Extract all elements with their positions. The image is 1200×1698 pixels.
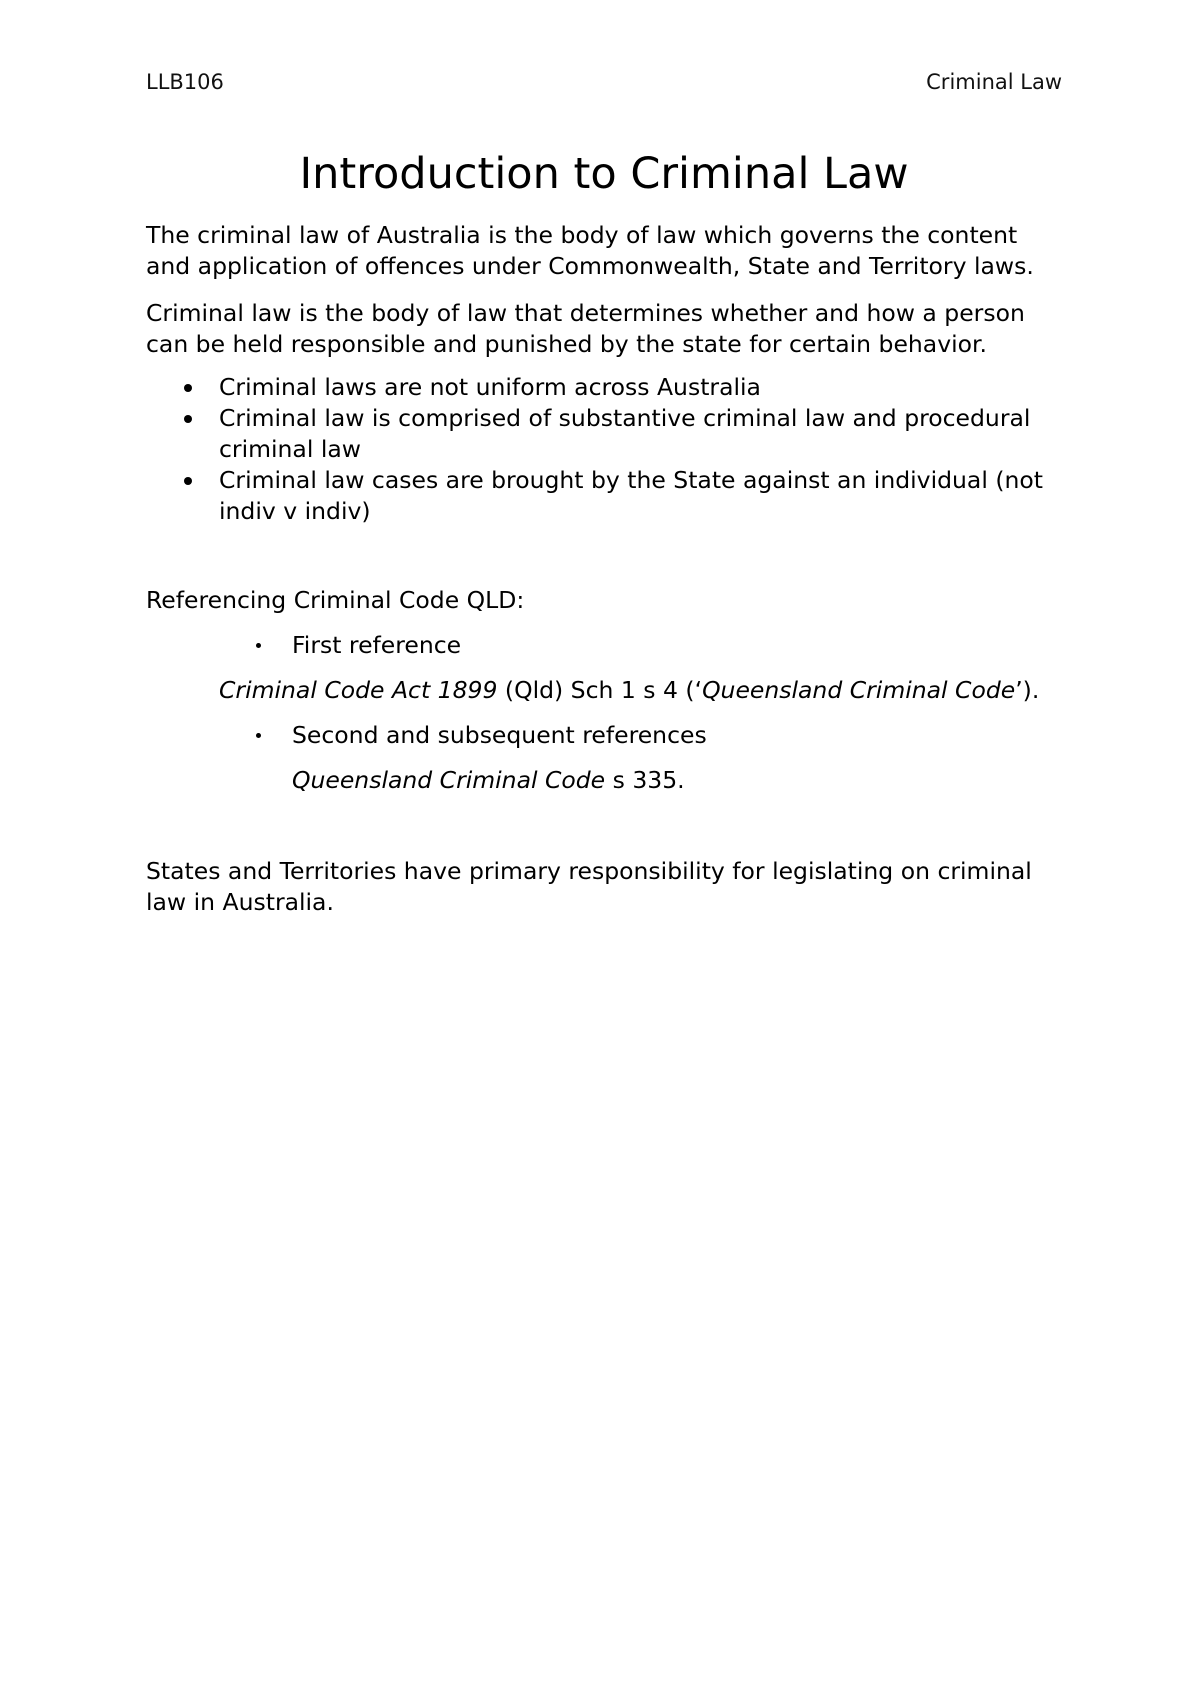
act-title: Criminal Code Act 1899 bbox=[219, 676, 498, 704]
key-points-list bbox=[146, 372, 1066, 527]
citation-end: s 335. bbox=[605, 766, 685, 794]
header-subject: Criminal Law bbox=[926, 70, 1062, 94]
citation-end: ’). bbox=[1015, 676, 1040, 704]
list-item bbox=[146, 465, 1066, 527]
page-title: Introduction to Criminal Law bbox=[299, 149, 909, 199]
second-reference-item bbox=[146, 720, 1066, 751]
list-item bbox=[146, 403, 1066, 465]
short-title: Queensland Criminal Code bbox=[292, 766, 606, 794]
definition-paragraph: Criminal law is the body of law that determines whether and how a person can be held responsible and punished by the state for certain behavior. bbox=[146, 299, 1025, 358]
first-reference-label: First reference bbox=[292, 631, 462, 659]
header-course-code: LLB106 bbox=[146, 70, 224, 94]
bullet-icon bbox=[184, 477, 192, 485]
referencing-heading: Referencing Criminal Code QLD: bbox=[146, 586, 525, 614]
short-title: Queensland Criminal Code bbox=[702, 676, 1016, 704]
citation-middle: (Qld) Sch 1 s 4 (‘ bbox=[497, 676, 703, 704]
closing-paragraph: States and Territories have primary responsibility for legislating on criminal law in Australia. bbox=[146, 857, 1032, 916]
second-reference-label: Second and subsequent references bbox=[292, 721, 707, 749]
bullet-icon bbox=[184, 384, 192, 392]
list-item-text: Criminal laws are not uniform across Australia bbox=[219, 373, 761, 401]
document-body bbox=[146, 220, 1066, 918]
first-reference-item bbox=[146, 630, 1066, 661]
intro-paragraph: The criminal law of Australia is the body of law which governs the content and application of offences under Commonwealth, State and Territory laws. bbox=[146, 221, 1034, 280]
list-item bbox=[146, 372, 1066, 403]
list-item-text: Criminal law is comprised of substantive criminal law and procedural criminal law bbox=[219, 404, 1031, 463]
bullet-icon bbox=[256, 733, 261, 738]
bullet-icon bbox=[256, 643, 261, 648]
first-citation bbox=[146, 675, 1066, 706]
second-citation bbox=[146, 765, 1066, 796]
list-item-text: Criminal law cases are brought by the State against an individual (not indiv v indiv) bbox=[219, 466, 1043, 525]
bullet-icon bbox=[184, 415, 192, 423]
